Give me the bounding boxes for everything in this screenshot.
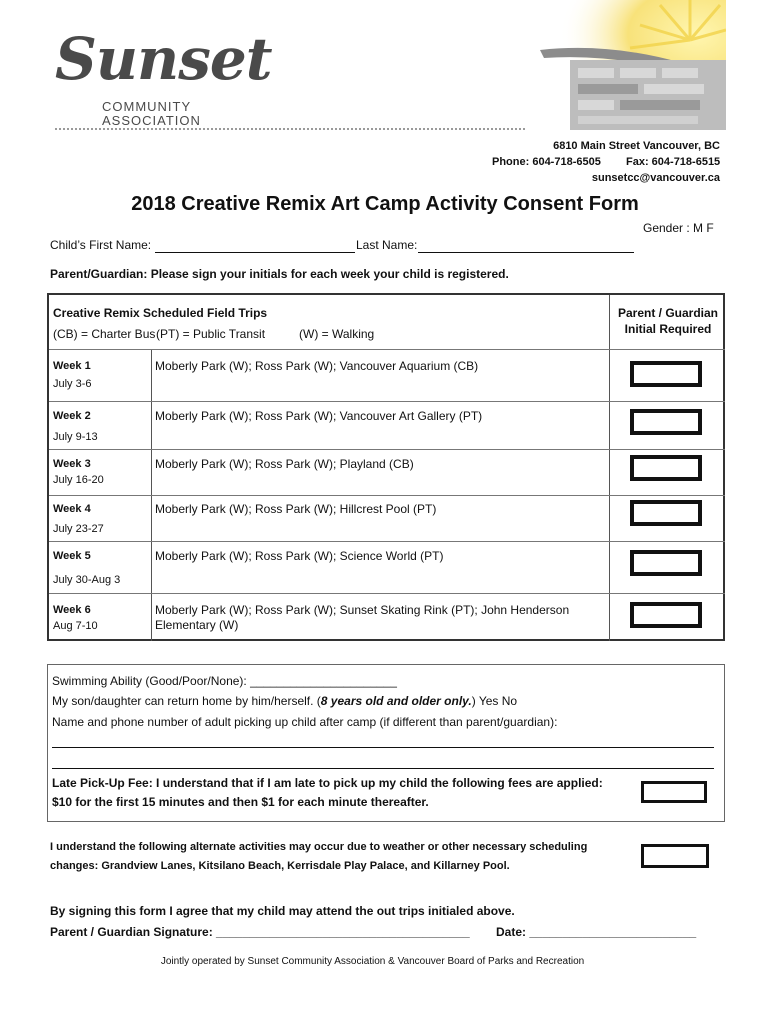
week-dates: July 30-Aug 3 [53,574,121,586]
initial-box-week-5[interactable] [630,550,702,576]
initial-box-week-4[interactable] [630,500,702,526]
table-divider [609,295,610,641]
child-first-name-label: Child’s First Name: [50,238,152,252]
pickup-adult-field-line1[interactable] [52,747,714,748]
child-first-name-field[interactable] [155,252,355,253]
week-trips: Moberly Park (W); Ross Park (W); Hillcrest Pool (PT) [155,502,437,516]
late-fee-line2: $10 for the first 15 minutes and then $1 for each minute thereafter. [52,795,429,809]
table-divider [49,401,725,402]
legend-walking: (W) = Walking [299,327,375,341]
signing-statement: By signing this form I agree that my child may attend the out trips initialed above. [50,904,515,918]
form-title: 2018 Creative Remix Art Camp Activity Consent Form [131,193,639,215]
phone-text: Phone: 604-718-6505 [492,156,601,168]
late-fee-line1: Late Pick-Up Fee: I understand that if I am late to pick up my child the following fees are applied: [52,776,603,790]
table-divider [49,541,725,542]
week-label: Week 4 [53,503,91,515]
week-label: Week 3 [53,458,91,470]
week-trips: Moberly Park (W); Ross Park (W); Vancouver Aquarium (CB) [155,359,479,373]
week-label: Week 2 [53,410,91,422]
signature-field[interactable]: Parent / Guardian Signature: ______________________________________ [50,925,470,939]
logo-subtitle-association: ASSOCIATION [102,113,201,128]
return-home-text: My son/daughter can return home by him/herself. ( [52,694,321,708]
week-trips-line1: Moberly Park (W); Ross Park (W); Sunset Skating Rink (PT); John Henderson [155,603,570,617]
return-home-age-note: 8 years old and older only. [320,694,472,708]
logo-dotted-rule [55,128,525,130]
legend-charter-bus: (CB) = Charter Bus [53,327,156,341]
fax-text: Fax: 604-718-6515 [626,156,721,168]
initial-box-week-6[interactable] [630,602,702,628]
week-dates: July 16-20 [53,474,104,486]
alternate-activities-line1: I understand the following alternate activities may occur due to weather or other necessary scheduling [50,841,588,853]
pickup-adult-label: Name and phone number of adult picking up child after camp (if different than parent/guardian): [52,715,558,729]
week-label: Week 1 [53,360,91,372]
return-home-options[interactable]: ) Yes No [471,694,518,708]
legend-public-transit: (PT) = Public Transit [156,327,266,341]
initial-box-week-1[interactable] [630,361,702,387]
week-dates: July 23-27 [53,523,104,535]
footer-text: Jointly operated by Sunset Community Association & Vancouver Board of Parks and Recreation [160,956,585,967]
table-divider [49,349,725,350]
alternate-activities-line2: changes: Grandview Lanes, Kitsilano Beach, Kerrisdale Play Palace, and Killarney Pool. [50,860,510,872]
week-label: Week 5 [53,550,91,562]
last-name-field[interactable] [418,252,634,253]
logo-wordmark: Sunset [55,25,272,93]
initial-box-week-2[interactable] [630,409,702,435]
week-trips: Moberly Park (W); Ross Park (W); Vancouver Art Gallery (PT) [155,409,483,423]
week-trips-line2: Elementary (W) [155,618,239,632]
field-trips-table [47,293,725,641]
camp-info-box [47,664,725,822]
return-home-statement [52,695,517,707]
week-dates: July 9-13 [53,431,98,443]
pickup-adult-field-line2[interactable] [52,768,714,769]
swimming-ability-field[interactable]: Swimming Ability (Good/Poor/None): ______________________ [52,674,397,688]
address-text: 6810 Main Street Vancouver, BC [553,140,720,152]
week-trips: Moberly Park (W); Ross Park (W); Playland (CB) [155,457,414,471]
week-trips: Moberly Park (W); Ross Park (W); Science World (PT) [155,549,444,563]
initial-header-line1: Parent / Guardian [617,306,719,320]
table-divider [49,593,725,594]
week-label: Week 6 [53,604,91,616]
date-field[interactable]: Date: _________________________ [496,925,697,939]
table-divider [49,495,725,496]
email-text: sunsetcc@vancouver.ca [591,172,720,184]
parent-instruction: Parent/Guardian: Please sign your initials for each week your child is registered. [50,267,509,281]
week-dates: July 3-6 [53,378,92,390]
table-heading: Creative Remix Scheduled Field Trips [53,306,268,320]
last-name-label: Last Name: [356,238,418,252]
gender-field[interactable]: Gender : M F [643,221,714,235]
week-dates: Aug 7-10 [53,620,98,632]
late-fee-initial-box[interactable] [641,781,707,803]
initial-header-line2: Initial Required [624,322,712,336]
table-divider [49,449,725,450]
building-sun-graphic [530,0,726,138]
alternate-activities-initial-box[interactable] [641,844,709,868]
initial-box-week-3[interactable] [630,455,702,481]
logo-subtitle-community: COMMUNITY [102,99,192,114]
